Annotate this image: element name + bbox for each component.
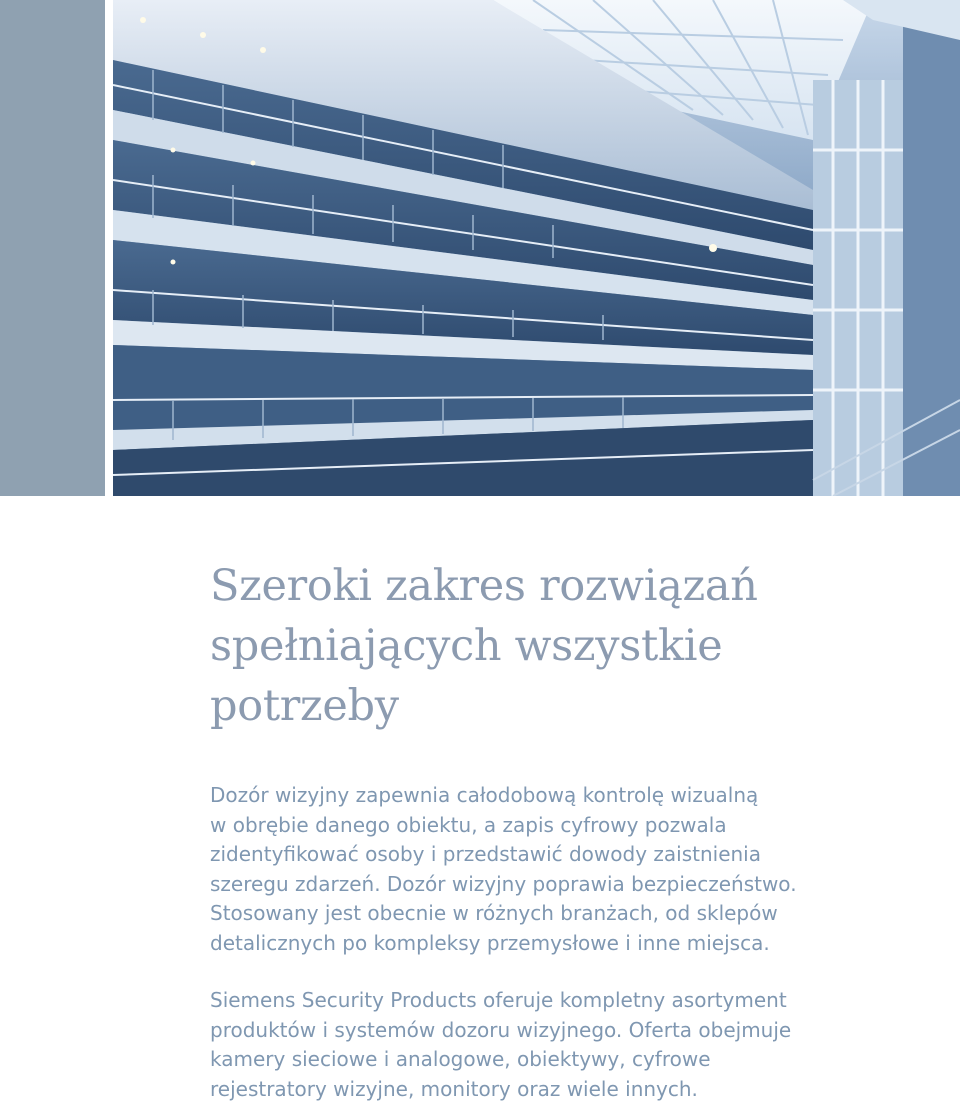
paragraph-line: kamery sieciowe i analogowe, obiektywy, cyfrowe	[210, 1047, 711, 1071]
paragraph-line: Stosowany jest obecnie w różnych branżach, od sklepów	[210, 901, 778, 925]
paragraph-line: zidentyfikować osoby i przedstawić dowody zaistnienia	[210, 842, 761, 866]
paragraph-line: produktów i systemów dozoru wizyjnego. Oferta obejmuje	[210, 1017, 792, 1042]
paragraph-line: Dozór wizyjny zapewnia całodobową kontrolę wizualną	[210, 783, 759, 807]
heading-line: spełniających wszystkie	[210, 621, 723, 671]
paragraph-line: w obrębie danego obiektu, a zapis cyfrowy pozwala	[210, 812, 727, 837]
paragraph-line: rejestratory wizyjne, monitory oraz wiele innych.	[210, 1076, 698, 1101]
heading-line: potrzeby	[210, 681, 399, 731]
heading-line: Szeroki zakres rozwiązań	[210, 561, 758, 611]
paragraph-line: szeregu zdarzeń. Dozór wizyjny poprawia bezpieczeństwo.	[210, 871, 797, 896]
page-heading	[210, 556, 910, 736]
paragraph-offer	[210, 986, 950, 1104]
atrium-photo	[113, 0, 960, 496]
paragraph-line: detalicznych po kompleksy przemysłowe i inne miejsca.	[210, 930, 770, 955]
side-color-bar	[0, 0, 105, 496]
paragraph-line: Siemens Security Products oferuje kompletny asortyment	[210, 988, 787, 1012]
paragraph-intro	[210, 781, 950, 958]
